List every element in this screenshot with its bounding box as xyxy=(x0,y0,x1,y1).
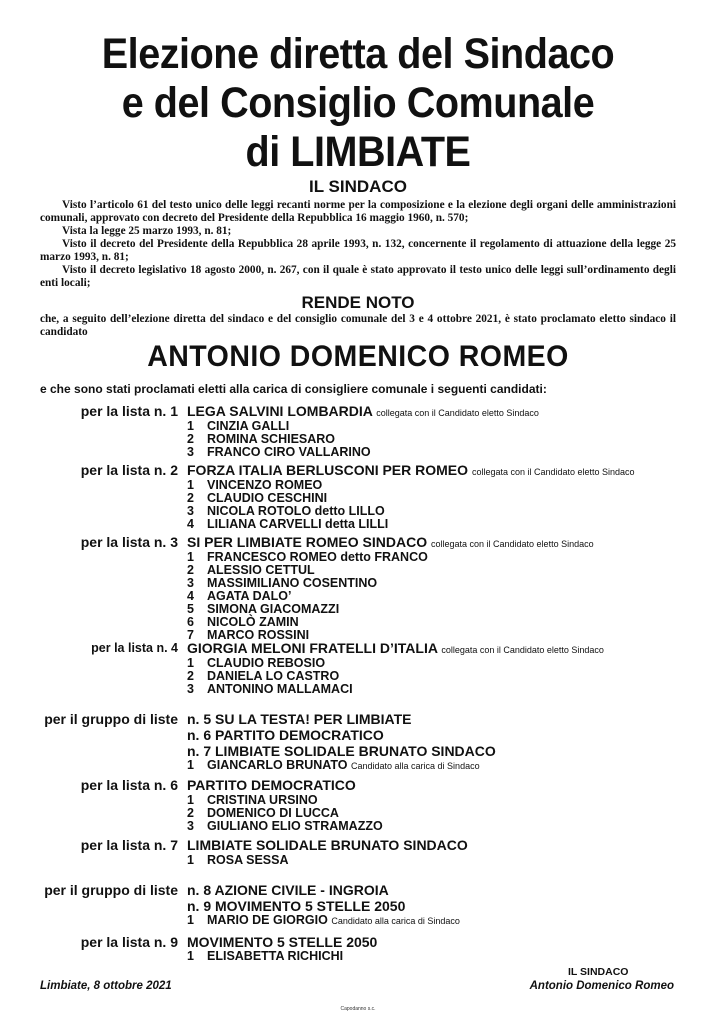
candidate-name: NICOLÒ ZAMIN xyxy=(207,615,299,629)
group-label: per il gruppo di liste xyxy=(44,882,178,898)
list-label: per la lista n. 2 xyxy=(80,462,178,478)
list-title: GIORGIA MELONI FRATELLI D’ITALIA xyxy=(187,640,438,656)
list-label: per la lista n. 4 xyxy=(91,641,178,655)
list-name: PARTITO DEMOCRATICO xyxy=(187,777,356,793)
candidate-name: ANTONINO MALLAMACI xyxy=(207,682,353,696)
candidate-num: 4 xyxy=(187,517,194,531)
group-line: n. 7 LIMBIATE SOLIDALE BRUNATO SINDACO xyxy=(187,743,496,759)
candidate-num: 1 xyxy=(187,853,194,867)
group-label: per il gruppo di liste xyxy=(44,711,178,727)
list-name: MOVIMENTO 5 STELLE 2050 xyxy=(187,934,378,950)
list-label: per la lista n. 6 xyxy=(80,777,178,793)
il-sindaco-heading: IL SINDACO xyxy=(309,177,407,196)
list-label: per la lista n. 1 xyxy=(80,403,178,419)
title-line-3: di LIMBIATE xyxy=(245,128,471,176)
candidate-name: CINZIA GALLI xyxy=(207,419,290,433)
candidate-name: FRANCESCO ROMEO detto FRANCO xyxy=(207,550,428,564)
list-label: per la lista n. 3 xyxy=(80,534,178,550)
candidate-name: MARCO ROSSINI xyxy=(207,628,310,642)
candidate-name: GIULIANO ELIO STRAMAZZO xyxy=(207,819,383,833)
list-note: collegata con il Candidato eletto Sindaco xyxy=(471,467,635,477)
list-note: collegata con il Candidato eletto Sindaco xyxy=(441,645,604,655)
title-line-2: e del Consiglio Comunale xyxy=(121,79,595,127)
candidate-note: Candidato alla carica di Sindaco xyxy=(351,761,480,771)
candidate-num: 3 xyxy=(187,682,194,696)
intro-candidates: e che sono stati proclamati eletti alla carica di consigliere comunale i seguenti candidati: xyxy=(40,382,547,396)
rende-noto-text xyxy=(40,313,676,339)
preamble-paragraph: Visto il decreto legislativo 18 agosto 2000, n. 267, con il quale è stato approvato il testo unico delle leggi sull’ordinamento degli enti locali; xyxy=(40,264,676,289)
list-title: LEGA SALVINI LOMBARDIA xyxy=(187,403,373,419)
candidate xyxy=(187,950,343,963)
candidate-note: Candidato alla carica di Sindaco xyxy=(331,916,460,926)
candidate-name: AGATA DALO’ xyxy=(207,589,292,603)
candidate xyxy=(187,683,353,696)
candidate-name: ROMINA SCHIESARO xyxy=(207,432,336,446)
title-line-1: Elezione diretta del Sindaco xyxy=(101,30,615,78)
candidate-num: 3 xyxy=(187,576,194,590)
candidate-num: 4 xyxy=(187,589,194,603)
list-label: per la lista n. 9 xyxy=(80,934,178,950)
preamble-paragraph: Visto il decreto del Presidente della Repubblica 28 aprile 1993, n. 132, concernente il regolamento di attuazione della legge 25 marzo 1993, n. 81; xyxy=(40,238,676,263)
candidate-num: 2 xyxy=(187,563,194,577)
candidate-num: 3 xyxy=(187,445,194,459)
candidate-num: 1 xyxy=(187,656,194,670)
candidate-name: CLAUDIO REBOSIO xyxy=(207,656,326,670)
candidate-num: 3 xyxy=(187,819,194,833)
candidate xyxy=(187,446,371,459)
list-note: collegata con il Candidato eletto Sindaco xyxy=(430,539,594,549)
list-title: SI PER LIMBIATE ROMEO SINDACO xyxy=(187,534,428,550)
candidate-name: FRANCO CIRO VALLARINO xyxy=(207,445,371,459)
rende-noto-paragraph: che, a seguito dell’elezione diretta del sindaco e del consiglio comunale del 3 e 4 ottobre 2021, è stato proclamato eletto sindaco il candidato xyxy=(40,313,676,338)
list-name xyxy=(187,462,635,478)
candidate-name: ELISABETTA RICHICHI xyxy=(207,949,344,963)
candidate-num: 1 xyxy=(187,758,194,772)
candidate xyxy=(187,820,383,833)
candidate-name: MARIO DE GIORGIO xyxy=(207,913,328,927)
candidate-name: VINCENZO ROMEO xyxy=(207,478,323,492)
preamble xyxy=(40,199,676,290)
candidate-name: SIMONA GIACOMAZZI xyxy=(207,602,340,616)
candidate-num: 1 xyxy=(187,793,194,807)
candidate-num: 2 xyxy=(187,432,194,446)
candidate-num: 6 xyxy=(187,615,194,629)
candidate-num: 1 xyxy=(187,949,194,963)
elected-mayor-name: ANTONIO DOMENICO ROMEO xyxy=(147,340,569,373)
signature-name: Antonio Domenico Romeo xyxy=(529,980,674,992)
group-line: n. 9 MOVIMENTO 5 STELLE 2050 xyxy=(187,898,406,914)
group-line: n. 6 PARTITO DEMOCRATICO xyxy=(187,727,384,743)
candidate-name: LILIANA CARVELLI detta LILLI xyxy=(207,517,389,531)
candidate-num: 2 xyxy=(187,806,194,820)
group-line: n. 5 SU LA TESTA! PER LIMBIATE xyxy=(187,711,412,727)
list-name xyxy=(187,403,539,419)
candidate-name: CLAUDIO CESCHINI xyxy=(207,491,328,505)
list-name xyxy=(187,534,594,550)
list-title: FORZA ITALIA BERLUSCONI PER ROMEO xyxy=(187,462,469,478)
group-line: n. 8 AZIONE CIVILE - INGROIA xyxy=(187,882,389,898)
preamble-paragraph: Visto l’articolo 61 del testo unico delle leggi recanti norme per la composizione e la elezione degli organi delle amministrazioni comunali, approvato con decreto del Presidente della Repubblica 16 maggio 1960, n. 570; xyxy=(40,199,676,224)
preamble-paragraph: Vista la legge 25 marzo 1993, n. 81; xyxy=(62,225,232,237)
candidate-num: 7 xyxy=(187,628,194,642)
list-name: LIMBIATE SOLIDALE BRUNATO SINDACO xyxy=(187,837,468,853)
candidate-name: ROSA SESSA xyxy=(207,853,289,867)
candidate-name: DANIELA LO CASTRO xyxy=(207,669,340,683)
candidate-num: 2 xyxy=(187,669,194,683)
signature-title: IL SINDACO xyxy=(568,966,629,978)
rende-noto-heading: RENDE NOTO xyxy=(301,293,415,312)
candidate-num: 1 xyxy=(187,550,194,564)
candidate-num: 2 xyxy=(187,491,194,505)
candidate-name: NICOLA ROTOLO detto LILLO xyxy=(207,504,385,518)
candidate xyxy=(187,914,460,928)
candidate-num: 3 xyxy=(187,504,194,518)
candidate-num: 5 xyxy=(187,602,194,616)
candidate xyxy=(187,759,480,773)
candidate xyxy=(187,518,388,531)
printer-credit: Capodanno s.c. xyxy=(340,1006,376,1012)
candidate-name: ALESSIO CETTUL xyxy=(207,563,315,577)
candidate-name: MASSIMILIANO COSENTINO xyxy=(207,576,378,590)
candidate-name: CRISTINA URSINO xyxy=(207,793,318,807)
candidate-name: DOMENICO DI LUCCA xyxy=(207,806,339,820)
candidate-num: 1 xyxy=(187,913,194,927)
list-label: per la lista n. 7 xyxy=(80,837,178,853)
candidate-num: 1 xyxy=(187,478,194,492)
list-name xyxy=(187,640,604,656)
candidate-num: 1 xyxy=(187,419,194,433)
candidate-name: GIANCARLO BRUNATO xyxy=(207,758,348,772)
place-date: Limbiate, 8 ottobre 2021 xyxy=(40,980,172,992)
candidate xyxy=(187,854,289,867)
list-note: collegata con il Candidato eletto Sindaco xyxy=(376,408,539,418)
